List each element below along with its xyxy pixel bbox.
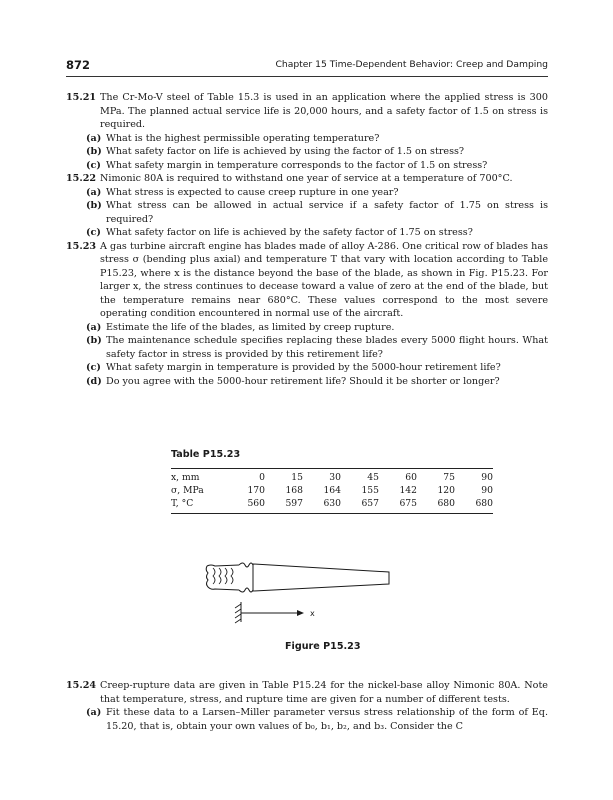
table-cell: 170: [247, 485, 265, 496]
table-cell: 142: [399, 485, 417, 496]
problem-part: [86, 186, 548, 200]
part-text: What safety margin in temperature corresponds to the factor of 1.5 on stress?: [106, 159, 488, 171]
table-cell: 168: [285, 485, 303, 496]
part-label: (b): [86, 200, 102, 211]
problem-number: 15.23: [66, 240, 97, 252]
problem-text: A gas turbine aircraft engine has blades made of alloy A-286. One critical row of blades has stress σ (bending plus axial) and temperature T that vary with location according to Table P15.23, where x is the distance beyond the base of the blade, as shown in Fig. P15.23. For larger x, the stress continues to decease toward a value of zero at the end of the blade, but the temperature remains near 680°C. These values correspond to the most severe operating condition encountered in normal use of the aircraft.: [100, 240, 548, 319]
part-text: What stress can be allowed in actual service if a safety factor of 1.75 on stress is required?: [106, 200, 548, 225]
problem-15-24: [66, 679, 548, 706]
part-label: (a): [86, 186, 102, 198]
problem-list: [66, 91, 548, 388]
part-text: What safety factor on life is achieved by the safety factor of 1.75 on stress?: [106, 227, 473, 238]
table-cell: 630: [323, 498, 341, 509]
problem-text: The Cr-Mo-V steel of Table 15.3 is used in an application where the applied stress is 300 MPa. The planned actual service life is 20,000 hours, and a safety factor of 1.5 on stress is required.: [100, 92, 548, 130]
part-text: What is the highest permissible operating temperature?: [106, 132, 380, 144]
part-label: (a): [86, 321, 102, 333]
table-cell: 45: [367, 472, 379, 483]
problem-part: [86, 706, 548, 733]
part-label: (c): [86, 227, 101, 238]
blade-figure: [203, 552, 403, 637]
part-label: (c): [86, 362, 101, 373]
x-axis-label: x: [310, 609, 315, 618]
data-table: [171, 468, 493, 514]
table-cell: 155: [361, 485, 379, 496]
blade-root-edge: [206, 565, 239, 590]
ground-hatch: [235, 604, 241, 623]
table-cell: 164: [323, 485, 341, 496]
page-header: [66, 58, 548, 76]
table-cell: 120: [437, 485, 455, 496]
table-cell: 657: [361, 498, 379, 509]
problem-part: [86, 321, 548, 335]
row-header: x, mm: [171, 472, 200, 483]
part-text: Estimate the life of the blades, as limited by creep rupture.: [106, 321, 395, 333]
problem-text: Creep-rupture data are given in Table P15.24 for the nickel-base alloy Nimonic 80A. Note that temperature, stress, and rupture time are given for a number of different tests.: [100, 680, 548, 705]
table-cell: 75: [443, 472, 455, 483]
problem-text: Nimonic 80A is required to withstand one year of service at a temperature of 700°C.: [100, 173, 513, 184]
table-row: [171, 471, 493, 484]
part-label: (d): [86, 375, 102, 387]
problem-part: [86, 199, 548, 226]
header-rule: [66, 76, 548, 77]
table-cell: 30: [329, 472, 341, 483]
figure-caption: Figure P15.23: [285, 641, 361, 652]
part-text: What safety factor on life is achieved by using the factor of 1.5 on stress?: [106, 146, 465, 157]
part-text: Fit these data to a Larsen–Miller parameter versus stress relationship of the form of Eq. 15.20, that is, obtain your own values of b₀, b₁, b₂, and b₃. Consider the C: [106, 707, 548, 732]
problem-part: [86, 145, 548, 159]
part-label: (a): [86, 707, 102, 718]
blade-root: [239, 563, 253, 592]
table-cell: 680: [475, 498, 493, 509]
running-title: Chapter 15 Time-Dependent Behavior: Creep and Damping: [275, 59, 548, 70]
table-cell: 60: [405, 472, 417, 483]
part-text: Do you agree with the 5000-hour retirement life? Should it be shorter or longer?: [106, 375, 500, 387]
part-text: What stress is expected to cause creep rupture in one year?: [106, 186, 399, 198]
problem-number: 15.21: [66, 92, 97, 103]
problem-number: 15.24: [66, 680, 97, 691]
table-cell: 90: [481, 485, 493, 496]
problem-15-22: [66, 172, 548, 186]
problem-number: 15.22: [66, 173, 97, 184]
table-cell: 560: [247, 498, 265, 509]
problem-15-23: [66, 240, 548, 321]
blade-diagram: [203, 552, 403, 632]
problem-15-21: [66, 91, 548, 132]
problem-part: [86, 159, 548, 173]
part-label: (a): [86, 132, 102, 144]
table-cell: 90: [481, 472, 493, 483]
table-cell: 675: [399, 498, 417, 509]
table-cell: 0: [259, 472, 265, 483]
problem-list-continued: [66, 679, 548, 733]
problem-part: [86, 375, 548, 389]
part-text: The maintenance schedule specifies replacing these blades every 5000 flight hours. What safety factor in stress is provided by this retirement life?: [106, 335, 548, 360]
table-caption: Table P15.23: [171, 449, 241, 460]
table-cell: 680: [437, 498, 455, 509]
problem-part: [86, 334, 548, 361]
part-label: (b): [86, 146, 102, 157]
page-number: 872: [66, 58, 91, 72]
blade-airfoil: [253, 564, 389, 591]
problem-part: [86, 226, 548, 240]
table-row: [171, 497, 493, 510]
problem-part: [86, 361, 548, 375]
part-label: (c): [86, 159, 101, 171]
table-row: [171, 484, 493, 497]
table-cell: 597: [285, 498, 303, 509]
row-header: T, °C: [171, 498, 194, 509]
problem-part: [86, 132, 548, 146]
arrowhead: [297, 610, 304, 616]
row-header: σ, MPa: [171, 485, 204, 496]
root-serrations: [213, 568, 233, 584]
part-text: What safety margin in temperature is provided by the 5000-hour retirement life?: [106, 362, 501, 373]
part-label: (b): [86, 335, 102, 346]
table-cell: 15: [291, 472, 303, 483]
